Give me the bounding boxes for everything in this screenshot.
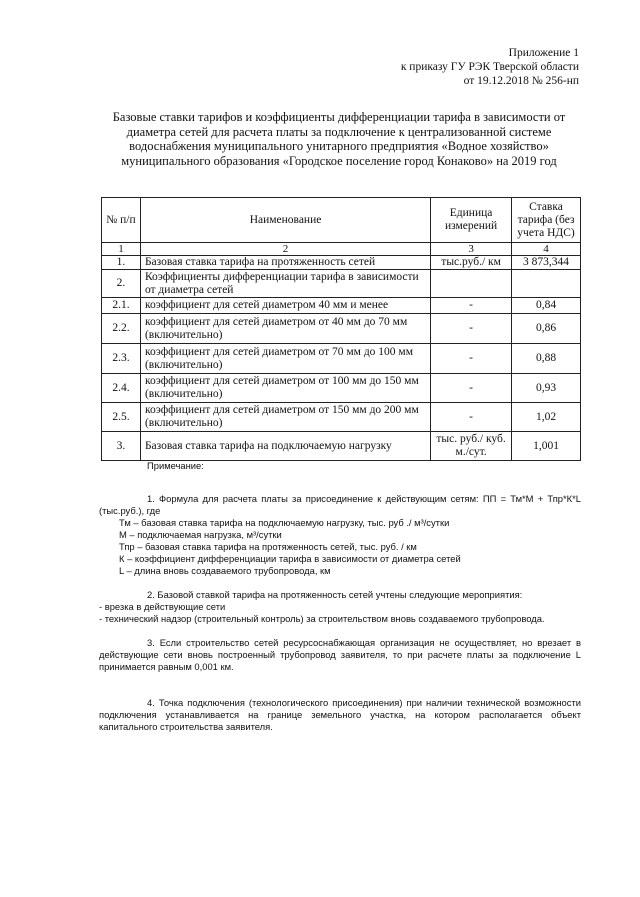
row-value: 0,86 bbox=[512, 314, 581, 344]
table-header-row bbox=[102, 198, 581, 243]
table-row bbox=[102, 314, 581, 344]
table-row bbox=[102, 403, 581, 432]
index-cell: 1 bbox=[102, 243, 141, 256]
title-line-1: Базовые ставки тарифов и коэффициенты дифференциации тарифа в зависимости от bbox=[112, 110, 566, 124]
table-index-row bbox=[102, 243, 581, 256]
table-row bbox=[102, 374, 581, 403]
row-num: 1. bbox=[102, 256, 141, 270]
row-num: 2. bbox=[102, 270, 141, 298]
row-num: 2.2. bbox=[102, 314, 141, 344]
note-1-tm: Тм – базовая ставка тарифа на подключаемую нагрузку, тыс. руб ./ м³/сутки bbox=[119, 517, 450, 528]
row-unit: - bbox=[431, 374, 512, 403]
row-value: 1,02 bbox=[512, 403, 581, 432]
row-name: коэффициент для сетей диаметром от 100 мм до 150 мм (включительно) bbox=[140, 374, 430, 403]
notes-section bbox=[99, 460, 581, 733]
row-value: 0,88 bbox=[512, 344, 581, 374]
note-2-item-1: - врезка в действующие сети bbox=[99, 601, 226, 612]
row-name: Базовая ставка тарифа на подключаемую нагрузку bbox=[140, 432, 430, 461]
tariff-table bbox=[101, 197, 581, 461]
row-name: коэффициент для сетей диаметром от 40 мм до 70 мм (включительно) bbox=[140, 314, 430, 344]
note-2: 2. Базовой ставкой тарифа на протяженность сетей учтены следующие мероприятия: bbox=[147, 589, 523, 600]
row-unit: - bbox=[431, 344, 512, 374]
row-num: 3. bbox=[102, 432, 141, 461]
index-cell: 4 bbox=[512, 243, 581, 256]
row-value: 1,001 bbox=[512, 432, 581, 461]
notes-heading: Примечание: bbox=[147, 460, 204, 471]
index-cell: 2 bbox=[140, 243, 430, 256]
row-name: Базовая ставка тарифа на протяженность сетей bbox=[140, 256, 430, 270]
title-line-2: диаметра сетей для расчета платы за подключение к централизованной системе bbox=[126, 124, 552, 139]
row-num: 2.1. bbox=[102, 298, 141, 314]
note-1-tpr: Тпр – базовая ставка тарифа на протяженность сетей, тыс. руб. / км bbox=[119, 541, 417, 552]
row-unit: тыс.руб./ км bbox=[431, 256, 512, 270]
row-value bbox=[512, 270, 581, 298]
table-row bbox=[102, 270, 581, 298]
appendix-header bbox=[401, 46, 579, 88]
table-row bbox=[102, 344, 581, 374]
header-name: Наименование bbox=[140, 198, 430, 243]
header-unit: Единица измерений bbox=[431, 198, 512, 243]
row-unit: тыс. руб./ куб. м./сут. bbox=[431, 432, 512, 461]
row-unit: - bbox=[431, 298, 512, 314]
note-4: 4. Точка подключения (технологического присоединения) при наличии технической возможности подключения устанавливается на границе земельного участка, на котором располагается объект капитального строительства заявителя. bbox=[99, 697, 581, 732]
row-name: коэффициент для сетей диаметром от 150 мм до 200 мм (включительно) bbox=[140, 403, 430, 432]
note-1-k: К – коэффициент дифференциации тарифа в зависимости от диаметра сетей bbox=[119, 553, 461, 564]
note-1-m: М – подключаемая нагрузка, м³/сутки bbox=[119, 529, 282, 540]
row-name: коэффициент для сетей диаметром 40 мм и менее bbox=[140, 298, 430, 314]
row-value: 0,93 bbox=[512, 374, 581, 403]
row-name: коэффициент для сетей диаметром от 70 мм до 100 мм (включительно) bbox=[140, 344, 430, 374]
appendix-line-3: от 19.12.2018 № 256-нп bbox=[463, 75, 579, 87]
row-value: 3 873,344 bbox=[512, 256, 581, 270]
row-name: Коэффициенты дифференциации тарифа в зависимости от диаметра сетей bbox=[140, 270, 430, 298]
row-unit bbox=[431, 270, 512, 298]
appendix-line-2: к приказу ГУ РЭК Тверской области bbox=[400, 61, 579, 73]
note-1-l: L – длина вновь создаваемого трубопровода, км bbox=[119, 565, 331, 576]
table-row bbox=[102, 298, 581, 314]
row-value: 0,84 bbox=[512, 298, 581, 314]
row-num: 2.3. bbox=[102, 344, 141, 374]
row-unit: - bbox=[431, 403, 512, 432]
row-num: 2.5. bbox=[102, 403, 141, 432]
note-3: 3. Если строительство сетей ресурсоснабжающая организация не осуществляет, но врезает в действующие сети вновь построенный трубопровод заявителя, то при расчете платы за подключение L принимается равным 0,001 км. bbox=[99, 637, 581, 672]
title-line-3: водоснабжения муниципального унитарного предприятия «Водное хозяйство» bbox=[129, 139, 549, 153]
title-line-4: муниципального образования «Городское поселение город Конаково» на 2019 год bbox=[121, 153, 557, 168]
document-title bbox=[105, 110, 573, 168]
table-row bbox=[102, 256, 581, 270]
index-cell: 3 bbox=[431, 243, 512, 256]
table-row bbox=[102, 432, 581, 461]
row-num: 2.4. bbox=[102, 374, 141, 403]
appendix-line-1: Приложение 1 bbox=[508, 47, 579, 59]
header-num: № п/п bbox=[102, 198, 141, 243]
note-2-item-2: - технический надзор (строительный контроль) за строительством вновь создаваемого трубопровода. bbox=[99, 613, 545, 624]
row-unit: - bbox=[431, 314, 512, 344]
header-value: Ставка тарифа (без учета НДС) bbox=[512, 198, 581, 243]
note-1: 1. Формула для расчета платы за присоединение к действующим сетям: ПП = Тм*М + Тпр*К*L (тыс.руб.), где bbox=[99, 493, 581, 516]
